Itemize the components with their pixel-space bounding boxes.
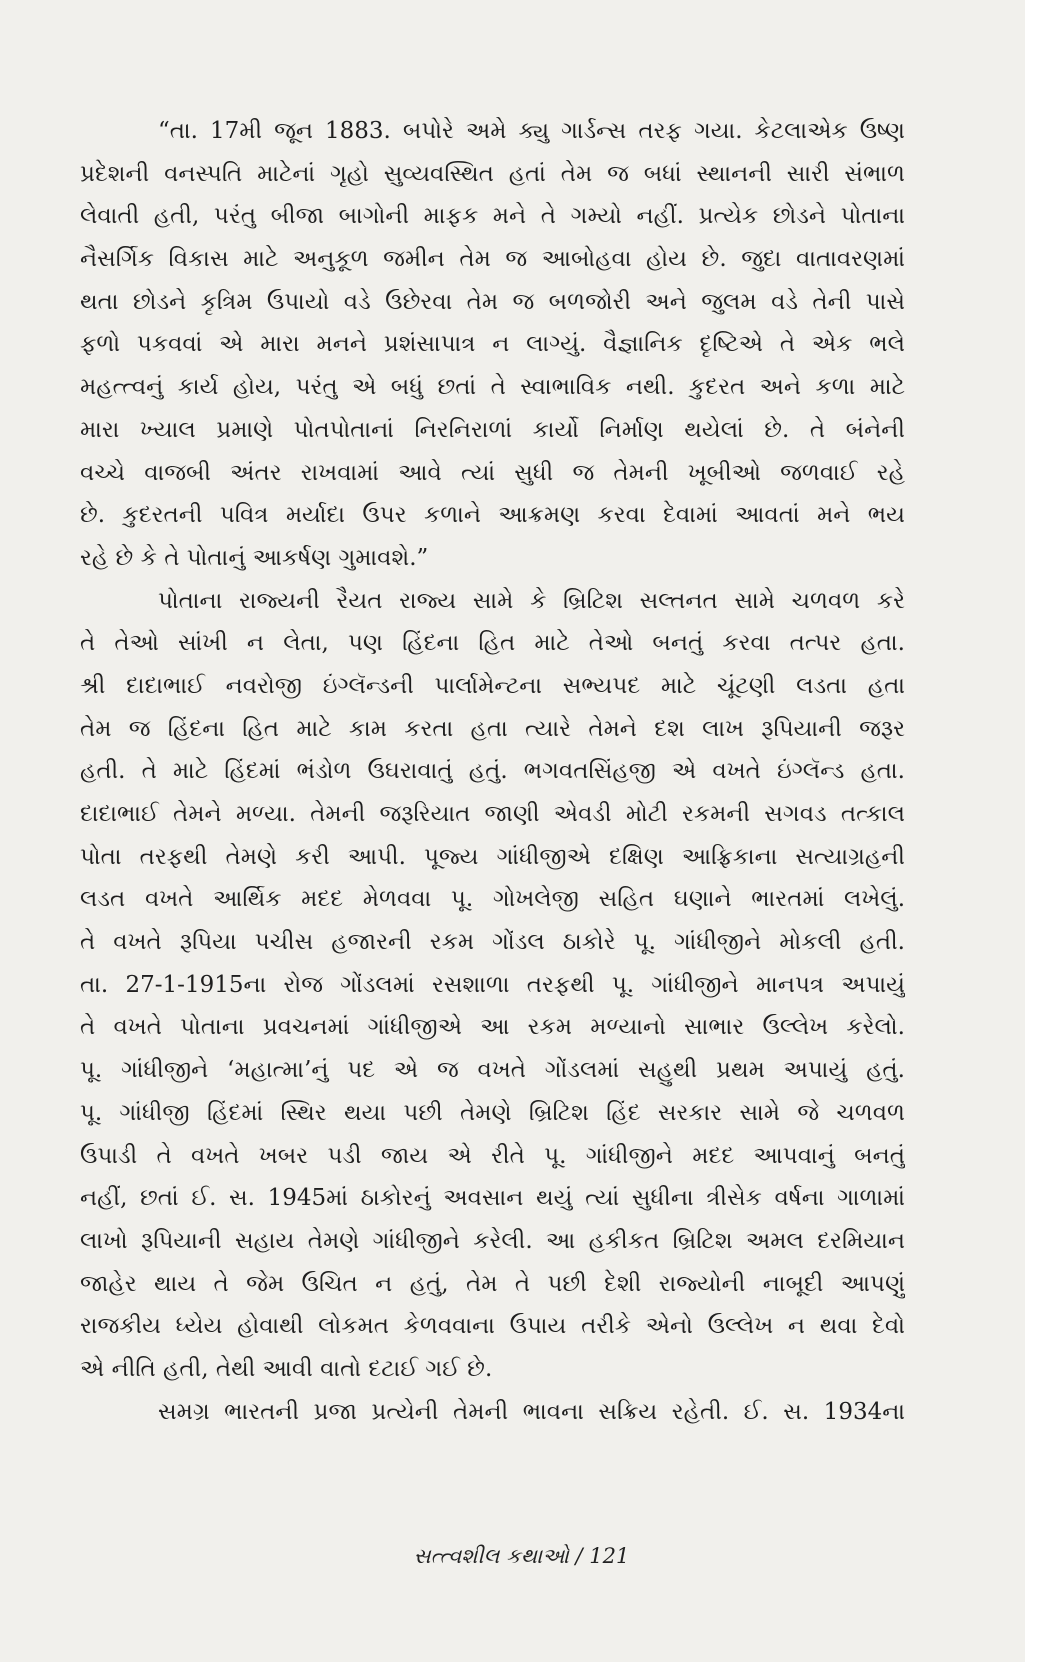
- text-line: લાખો રૂપિયાની સહાય તેમણે ગાંધીજીને કરેલી. આ હકીકત બ્રિટિશ અમલ દરમિયાન: [80, 1227, 905, 1254]
- paragraph-bharat: [80, 1391, 905, 1434]
- text-line: દાદાભાઈ તેમને મળ્યા. તેમની જરૂરિયાત જાણી એવડી મોટી રકમની સગવડ તત્કાલ: [80, 801, 905, 827]
- text-line: પૂ. ગાંધીજીને ‘મહાત્મા’નું પદ એ જ વખતે ગોંડલમાં સહુથી પ્રથમ અપાયું હતું.: [80, 1057, 905, 1084]
- text-line: સમગ્ર ભારતની પ્રજા પ્રત્યેની તેમની ભાવના સક્રિય રહેતી. ઈ. સ. 1934ના: [158, 1398, 905, 1425]
- page-footer: સત્ત્વશીલ કથાઓ / 121: [413, 1544, 630, 1568]
- text-line: મારા ખ્યાલ પ્રમાણે પોતપોતાનાં નિરનિરાળાં કાર્યો નિર્માણ થયેલાં છે. તે બંનેની: [80, 416, 905, 443]
- text-line: ફળો પકવવાં એ મારા મનને પ્રશંસાપાત્ર ન લાગ્યું. વૈજ્ઞાનિક દૃષ્ટિએ તે એક ભલે: [80, 331, 905, 358]
- text-line: તેમ જ હિંદના હિત માટે કામ કરતા હતા ત્યારે તેમને દશ લાખ રૂપિયાની જરૂર: [80, 715, 905, 742]
- text-line: નૈસર્ગિક વિકાસ માટે અનુકૂળ જમીન તેમ જ આબોહવા હોય છે. જુદા વાતાવરણમાં: [80, 246, 905, 273]
- paragraph-gondal: [80, 580, 905, 1391]
- text-line: તે વખતે રૂપિયા પચીસ હજારની રકમ ગોંડલ ઠાકોરે પૂ. ગાંધીજીને મોકલી હતી.: [80, 929, 905, 956]
- text-line: હતી. તે માટે હિંદમાં ભંડોળ ઉઘરાવાતું હતું. ભગવતસિંહજી એ વખતે ઇંગ્લૅન્ડ હતા.: [80, 758, 905, 785]
- text-line: વચ્ચે વાજબી અંતર રાખવામાં આવે ત્યાં સુધી જ તેમની ખૂબીઓ જળવાઈ રહે: [80, 459, 905, 486]
- text-line: ઉપાડી તે વખતે ખબર પડી જાય એ રીતે પૂ. ગાંધીજીને મદદ આપવાનું બનતું: [80, 1142, 905, 1169]
- text-line: રહે છે કે તે પોતાનું આકર્ષણ ગુમાવશે.”: [80, 544, 429, 571]
- text-line: લેવાતી હતી, પરંતુ બીજા બાગોની માફક મને તે ગમ્યો નહીં. પ્રત્યેક છોડને પોતાના: [80, 203, 905, 230]
- body-text: [80, 110, 905, 1433]
- text-line: પ્રદેશની વનસ્પતિ માટેનાં ગૃહો સુવ્યવસ્થિત હતાં તેમ જ બધાં સ્થાનની સારી સંભાળ: [80, 160, 905, 187]
- text-line: પોતાના રાજ્યની રૈયત રાજ્ય સામે કે બ્રિટિશ સલ્તનત સામે ચળવળ કરે: [158, 587, 905, 614]
- text-line: રાજકીય ધ્યેય હોવાથી લોકમત કેળવવાના ઉપાય તરીકે એનો ઉલ્લેખ ન થવા દેવો: [80, 1313, 905, 1340]
- text-line: “તા. 17મી જૂન 1883. બપોરે અમે ક્યુ ગાર્ડન્સ તરફ ગયા. કેટલાએક ઉષ્ણ: [158, 118, 905, 144]
- text-line: મહત્ત્વનું કાર્ય હોય, પરંતુ એ બધું છતાં તે સ્વાભાવિક નથી. કુદરત અને કળા માટે: [80, 374, 905, 401]
- text-line: તે તેઓ સાંખી ન લેતા, પણ હિંદના હિત માટે તેઓ બનતું કરવા તત્પર હતા.: [80, 630, 905, 657]
- text-line: તે વખતે પોતાના પ્રવચનમાં ગાંધીજીએ આ રકમ મળ્યાનો સાભાર ઉલ્લેખ કરેલો.: [80, 1014, 905, 1041]
- text-line: શ્રી દાદાભાઈ નવરોજી ઇંગ્લૅન્ડની પાર્લામેન્ટના સભ્યપદ માટે ચૂંટણી લડતા હતા: [80, 672, 905, 699]
- text-line: થતા છોડને કૃત્રિમ ઉપાયો વડે ઉછેરવા તેમ જ બળજોરી અને જુલમ વડે તેની પાસે: [80, 288, 905, 315]
- text-line: છે. કુદરતની પવિત્ર મર્યાદા ઉપર કળાને આક્રમણ કરવા દેવામાં આવતાં મને ભય: [80, 502, 905, 529]
- text-line: એ નીતિ હતી, તેથી આવી વાતો દટાઈ ગઈ છે.: [80, 1355, 493, 1382]
- text-line: લડત વખતે આર્થિક મદદ મેળવવા પૂ. ગોખલેજી સહિત ઘણાને ભારતમાં લખેલું.: [80, 886, 905, 913]
- text-line: જાહેર થાય તે જેમ ઉચિત ન હતું, તેમ તે પછી દેશી રાજ્યોની નાબૂદી આપણું: [80, 1270, 905, 1297]
- text-line: તા. 27-1-1915ના રોજ ગોંડલમાં રસશાળા તરફથી પૂ. ગાંધીજીને માનપત્ર અપાયું: [80, 971, 905, 998]
- text-line: નહીં, છતાં ઈ. સ. 1945માં ઠાકોરનું અવસાન થયું ત્યાં સુધીના ત્રીસેક વર્ષના ગાળામાં: [80, 1185, 905, 1212]
- paragraph-quote: [80, 110, 905, 580]
- text-line: પૂ. ગાંધીજી હિંદમાં સ્થિર થયા પછી તેમણે બ્રિટિશ હિંદ સરકાર સામે જે ચળવળ: [80, 1099, 905, 1126]
- text-line: પોતા તરફથી તેમણે કરી આપી. પૂજ્ય ગાંધીજીએ દક્ષિણ આફ્રિકાના સત્યાગ્રહની: [80, 843, 905, 870]
